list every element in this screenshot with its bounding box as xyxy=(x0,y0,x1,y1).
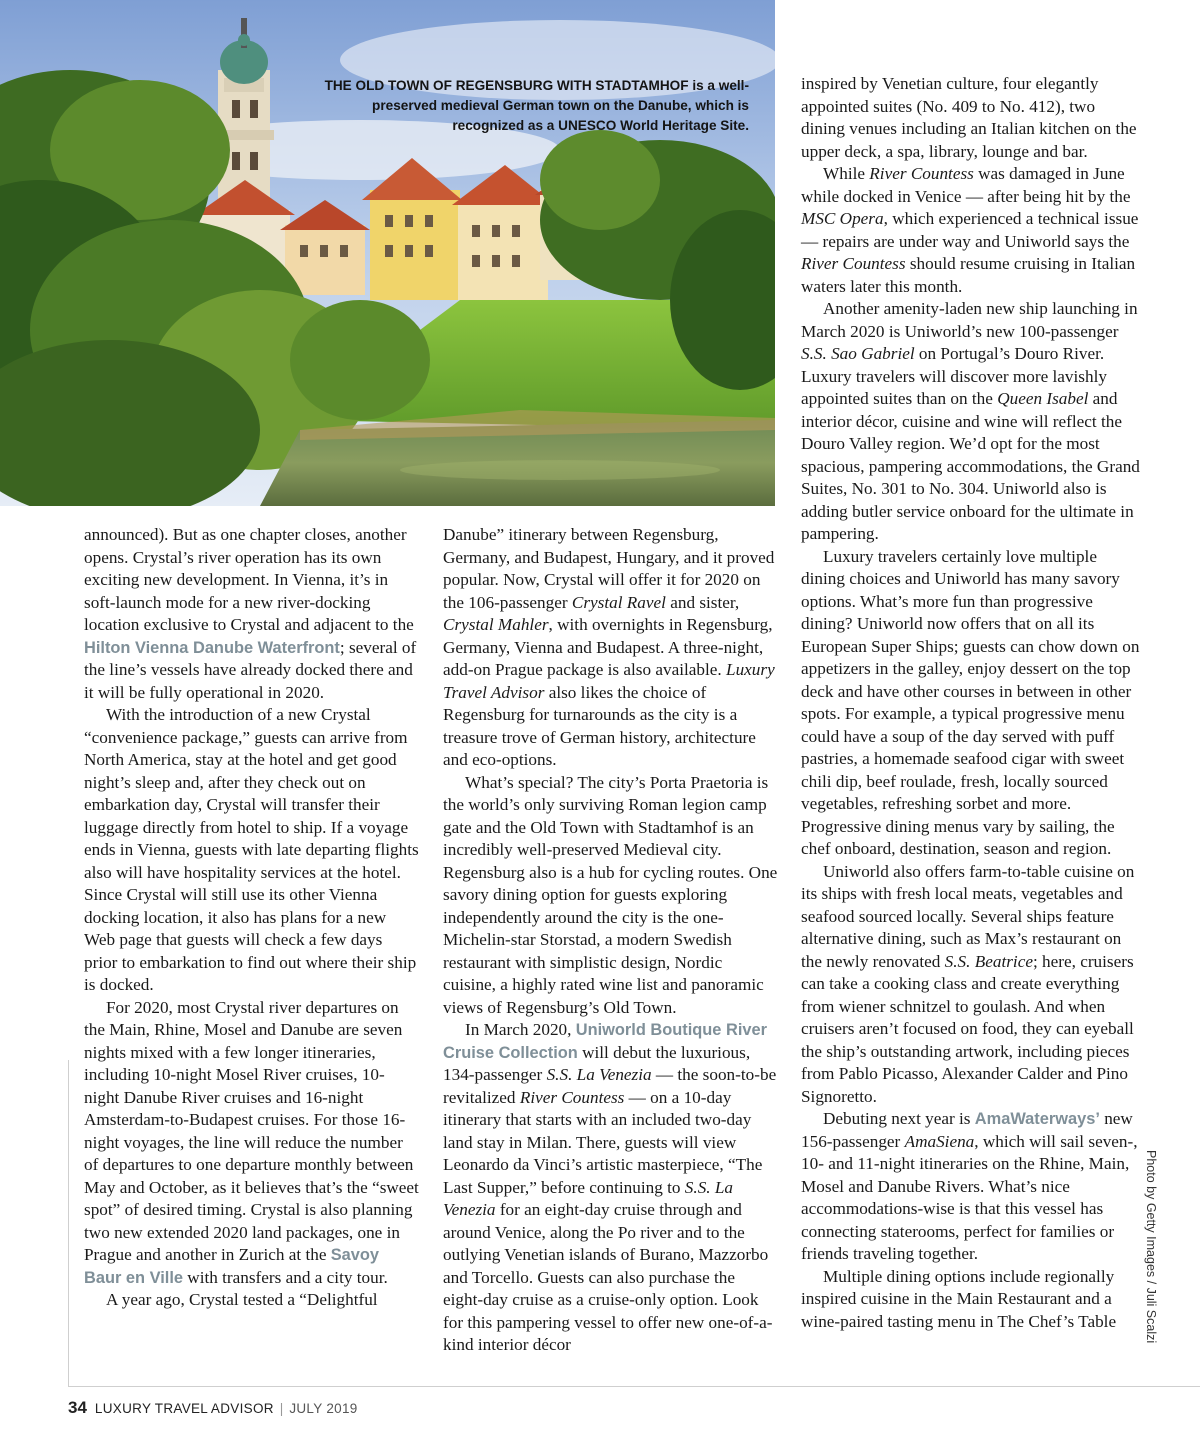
text: Luxury travelers certainly love multiple dining choices and Uniworld has many savory options. What’s more fun than progressive dining? Uniworld now offers that on all its European Super Ships; guests can chow down on appetizers in the galley, enjoy dessert on the top deck and have other courses in between in other spots. For example, a typical progressive menu could have a soup of the day served with puff pastries, a homemade seafood cigar with sweet chili dip, beef roulade, fresh, locally sourced vegetables, refreshing sorbet and more. Progressive dining menus vary by sailing, the chef onboard, destination, season and region. xyxy=(801,546,1140,858)
caption-text: is a well-preserved medieval German town on the Danube, which is recognized as a UNESCO World Heritage Site. xyxy=(372,78,749,133)
ship-name: River Countess xyxy=(801,254,906,273)
ship-name: MSC Opera xyxy=(801,209,884,228)
paragraph xyxy=(84,997,420,1290)
photo-credit xyxy=(1142,1150,1162,1360)
paragraph xyxy=(801,861,1141,1109)
issue-date: JULY 2019 xyxy=(289,1401,358,1416)
photo-credit-text: Photo by Getty Images / Juli Scalzi xyxy=(1144,1150,1158,1344)
text: was damaged in June while docked in Venice — after being hit by the xyxy=(801,164,1131,206)
hilton-vienna-link[interactable]: Hilton Vienna Danube Waterfront xyxy=(84,638,340,657)
paragraph xyxy=(443,524,779,772)
footer-rule-vertical xyxy=(68,1060,69,1386)
text: — the soon-to-be revitalized xyxy=(443,1065,777,1107)
publication-name: Luxury Travel Advisor xyxy=(443,660,775,702)
text: Multiple dining options include regionally inspired cuisine in the Main Restaurant and a wine-paired tasting menu in The Chef’s Table xyxy=(801,1266,1117,1331)
text: — on a 10-day itinerary that starts with an included two-day land stay in Milan. There, guests will view Leonardo da Vinci’s artistic masterpiece, “The Last Supper,” before continuing to xyxy=(443,1087,763,1197)
magazine-name: LUXURY TRAVEL ADVISOR xyxy=(94,1401,274,1416)
ship-name: S.S. Sao Gabriel xyxy=(801,344,915,363)
paragraph xyxy=(443,772,779,1020)
paragraph xyxy=(801,1266,1141,1334)
text: Uniworld also offers farm-to-table cuisine on its ships with fresh local meats, vegetables and seafood sourced locally. Several ships feature alternative dining, such as Max’s restaurant on the newly renovated xyxy=(801,861,1135,971)
article-column-1 xyxy=(84,524,420,1312)
paragraph xyxy=(84,524,420,704)
article-column-2 xyxy=(443,524,779,1357)
paragraph xyxy=(801,298,1141,546)
text: also likes the choice of Regensburg for turnarounds as the city is a treasure trove of German history, architecture and eco-options. xyxy=(443,682,756,769)
page-footer xyxy=(68,1398,358,1418)
ship-name: AmaSiena xyxy=(904,1131,975,1151)
caption-lead: THE OLD TOWN OF REGENSBURG WITH STADTAMHOF xyxy=(324,78,689,93)
page-number: 34 xyxy=(68,1398,87,1417)
ship-name: S.S. La Venezia xyxy=(546,1065,652,1084)
amawaterways-link[interactable]: AmaWaterways’ xyxy=(974,1110,1100,1128)
text: with transfers and a city tour. xyxy=(183,1267,388,1287)
text: Another amenity-laden new ship launching in March 2020 is Uniworld’s new 100-passenger xyxy=(801,299,1138,341)
text: In March 2020, xyxy=(465,1020,576,1039)
text: for an eight-day cruise through and around Venice, along the Po river and to the outlying Venetian islands of Burano, Mazzorbo and Torcello. Guests can also purchase the eight-day cruise as a cruise-only option. Look for this pampering vessel to offer new one-of-a-kind interior décor xyxy=(443,1200,773,1354)
paragraph xyxy=(84,1289,420,1312)
ship-name: River Countess xyxy=(519,1087,625,1107)
text: ; several of the line’s vessels have already docked there and it will be fully operational in 2020. xyxy=(84,637,417,702)
text: and interior décor, cuisine and wine will reflect the Douro Valley region. We’d opt for the most spacious, pampering accommodations, the Grand Suites, No. 301 to No. 304. Uniworld also is adding butler service onboard for the ultimate in pampering. xyxy=(801,389,1140,543)
text: With the introduction of a new Crystal “convenience package,” guests can arrive from North America, stay at the hotel and get good night’s sleep and, after they check out on embarkation day, Crystal will transfer their luggage directly from hotel to ship. If a voyage ends in Vienna, guests with late departing flights also will have hospitality services at the hotel. Since Crystal will still use its other Vienna docking location, it also has plans for a new Web page that guests will check a few days prior to embarkation to find out where their ship is docked. xyxy=(84,705,419,994)
paragraph xyxy=(801,1108,1141,1266)
paragraph xyxy=(443,1019,779,1357)
uniworld-link[interactable]: Uniworld Boutique River Cruise Collection xyxy=(443,1021,767,1062)
text: inspired by Venetian culture, four elegantly appointed suites (No. 409 to No. 412), two dining venues including an Italian kitchen on the upper deck, a spa, library, lounge and bar. xyxy=(801,74,1137,161)
text: announced). But as one chapter closes, another opens. Crystal’s river operation has its own exciting new development. In Vienna, it’s in soft-launch mode for a new river-docking location exclusive to Crystal and adjacent to the xyxy=(84,525,414,634)
text: should resume cruising in Italian waters later this month. xyxy=(801,254,1136,296)
paragraph xyxy=(801,73,1141,163)
text: will debut the luxurious, 134-passenger xyxy=(443,1042,751,1084)
text: For 2020, most Crystal river departures on the Main, Rhine, Mosel and Danube are seven nights mixed with a few longer itineraries, including 10-night Mosel River cruises, 10-night Danube River cruises and 16-night Amsterdam-to-Budapest cruises. For those 16-night voyages, the line will reduce the number of departures to one departure monthly between May and October, as it believes that’s the “sweet spot” of desired timing. Crystal is also planning two new extended 2020 land packages, one in Prague and another in Zurich at the xyxy=(84,997,419,1264)
text: , which will sail seven-, 10- and 11-night itineraries on the Rhine, Main, Mosel and Danube Rivers. What’s nice accommodations-wise is that this vessel has connecting staterooms, perfect for families or friends traveling together. xyxy=(801,1131,1138,1263)
paragraph xyxy=(801,163,1141,298)
ship-name: Queen Isabel xyxy=(997,389,1089,408)
text: and sister, xyxy=(665,592,740,612)
savoy-baur-link[interactable]: Savoy Baur en Ville xyxy=(84,1246,380,1287)
text: Debuting next year is xyxy=(823,1109,975,1128)
ship-name: Crystal Mahler xyxy=(443,615,549,634)
regensburg-photo xyxy=(0,0,775,506)
text: While xyxy=(823,164,870,183)
text: new 156-passenger xyxy=(801,1109,1133,1151)
footer-rule-horizontal xyxy=(68,1386,1200,1387)
text: Danube” itinerary between Regensburg, Germany, and Budapest, Hungary, and it proved popular. Now, Crystal will offer it for 2020 on the 106-passenger xyxy=(443,525,775,612)
text: , with overnights in Regensburg, Germany, Vienna and Budapest. A three-night, add-on Prague package is also available. xyxy=(443,615,773,679)
footer-separator: | xyxy=(279,1401,284,1416)
paragraph xyxy=(801,546,1141,861)
text: , which experienced a technical issue — repairs are under way and Uniworld says the xyxy=(801,209,1139,251)
ship-name: S.S. La Venezia xyxy=(443,1177,734,1219)
paragraph xyxy=(84,704,420,997)
text: on Portugal’s Douro River. Luxury travelers will discover more lavishly appointed suites than on the xyxy=(801,344,1107,408)
text: A year ago, Crystal tested a “Delightful xyxy=(106,1290,378,1309)
text: ; here, cruisers can take a cooking class and create everything from wiener schnitzel to goulash. And when cruisers aren’t focused on food, they can eyeball the ship’s outstanding artwork, including pieces from Pablo Picasso, Alexander Calder and Pino Signoretto. xyxy=(801,951,1134,1106)
article-column-3 xyxy=(801,73,1141,1333)
text: What’s special? The city’s Porta Praetoria is the world’s only surviving Roman legion camp gate and the Old Town with Stadtamhof is an incredibly well-preserved Medieval city. Regensburg also is a hub for cycling routes. One savory dining option for guests exploring independently around the city is the one-Michelin-star Storstad, a modern Swedish restaurant with simplistic design, Nordic cuisine, a highly rated wine list and panoramic views of Regensburg’s Old Town. xyxy=(443,772,778,1017)
ship-name: S.S. Beatrice xyxy=(944,951,1033,971)
ship-name: River Countess xyxy=(869,164,974,183)
ship-name: Crystal Ravel xyxy=(571,592,666,612)
photo-caption xyxy=(309,76,749,136)
